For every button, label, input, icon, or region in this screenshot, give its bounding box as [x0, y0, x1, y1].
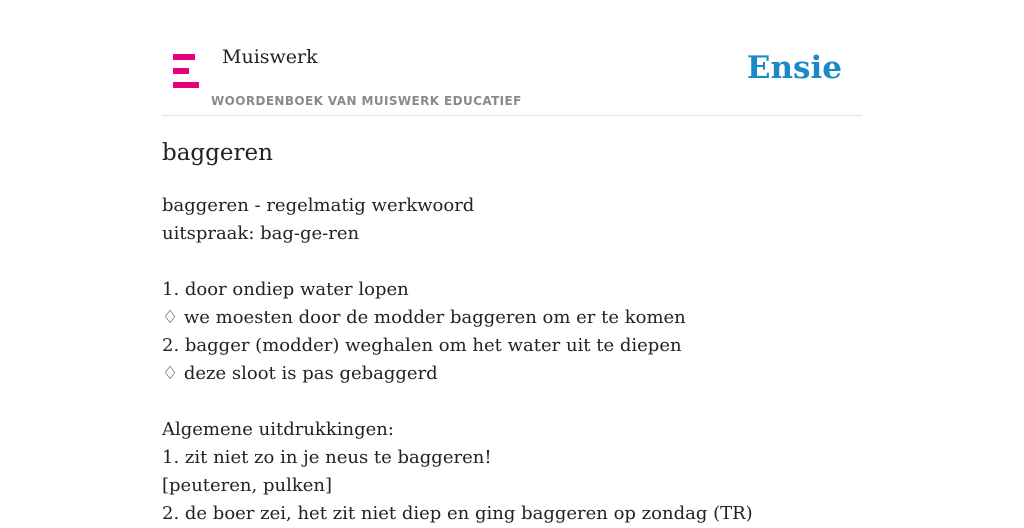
entry-line: baggeren - regelmatig werkwoord: [162, 195, 475, 216]
ensie-brand-link[interactable]: Ensie: [746, 50, 842, 86]
entry-line: Algemene uitdrukkingen:: [162, 419, 394, 440]
site-name-link[interactable]: Muiswerk: [222, 46, 318, 68]
site-subtitle: WOORDENBOEK VAN MUISWERK EDUCATIEF: [211, 94, 522, 108]
content-container: [162, 0, 862, 524]
entry-definition: [162, 192, 753, 528]
entry-title: baggeren: [162, 140, 273, 166]
entry-line: 2. bagger (modder) weghalen om het water uit te diepen: [162, 335, 682, 356]
entry-line: [peuteren, pulken]: [162, 475, 333, 496]
site-header: [162, 0, 862, 116]
muiswerk-logo-icon[interactable]: [173, 54, 201, 88]
entry-line: [162, 248, 753, 276]
entry-line: 1. zit niet zo in je neus te baggeren!: [162, 447, 492, 468]
entry-line: [162, 388, 753, 416]
entry-line: ♢ we moesten door de modder baggeren om er te komen: [162, 307, 686, 328]
entry-line: uitspraak: bag-ge-ren: [162, 223, 360, 244]
entry-line: 1. door ondiep water lopen: [162, 279, 409, 300]
entry-line: ♢ deze sloot is pas gebaggerd: [162, 363, 438, 384]
entry-line: 2. de boer zei, het zit niet diep en ging baggeren op zondag (TR): [162, 503, 753, 524]
